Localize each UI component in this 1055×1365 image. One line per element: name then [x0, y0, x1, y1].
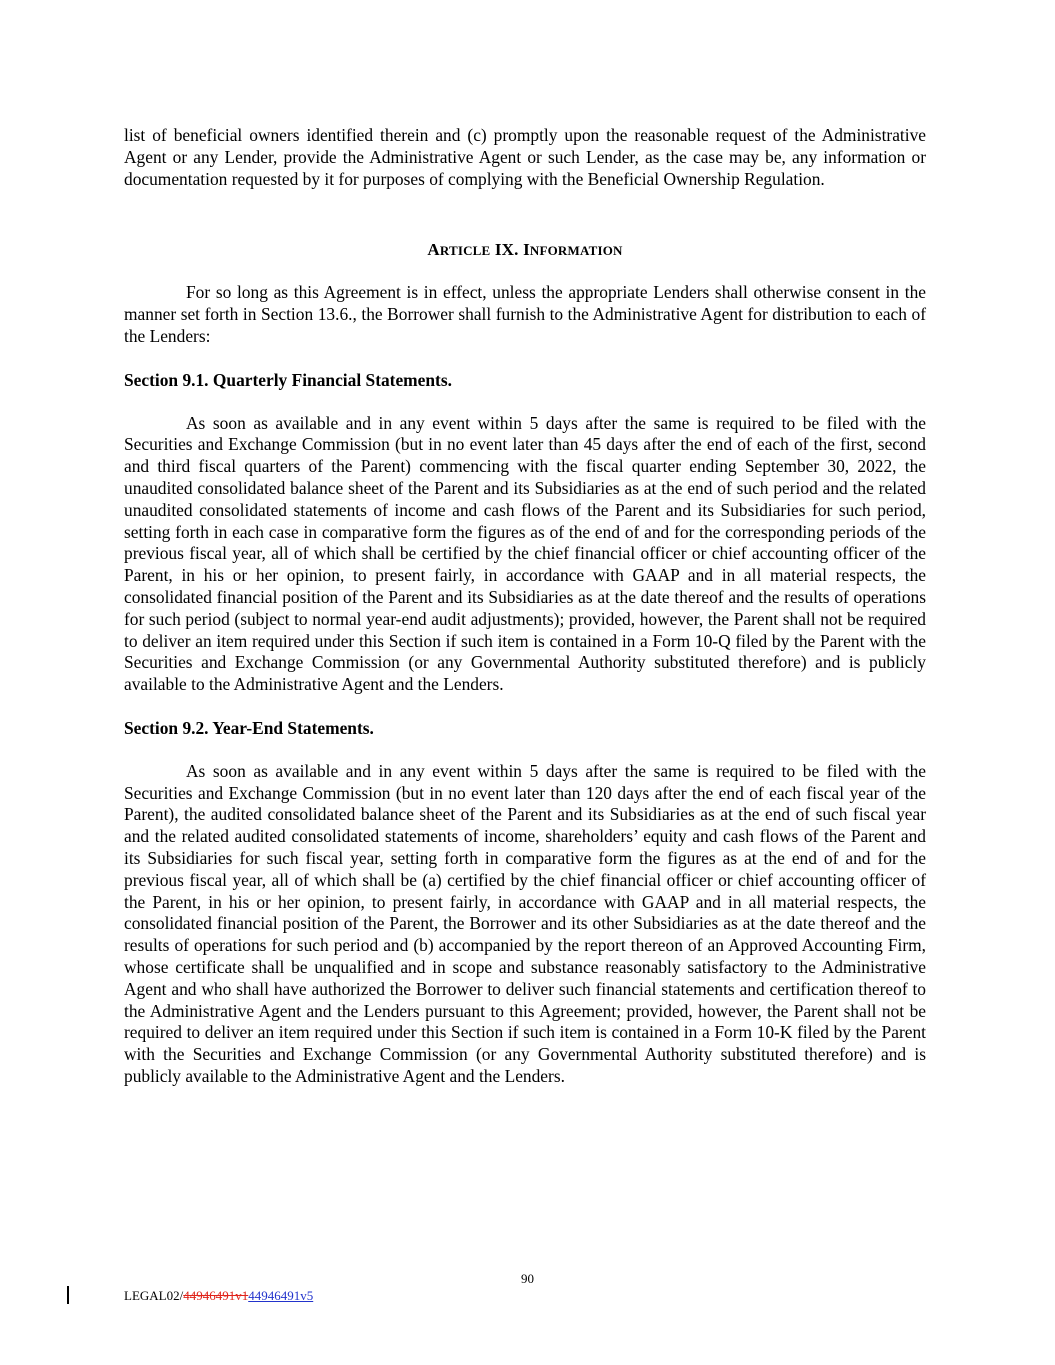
article-title-initial: I — [523, 240, 530, 260]
document-footer-id — [124, 1288, 313, 1304]
footer-deleted-version: 44946491v1 — [183, 1288, 249, 1303]
article-word-rest: RTICLE — [439, 243, 491, 259]
change-bar — [67, 1286, 69, 1304]
footer-inserted-version: 44946491v5 — [248, 1288, 314, 1303]
footer-prefix: LEGAL02/ — [124, 1288, 184, 1303]
article-title-rest: NFORMATION — [529, 243, 623, 259]
article-number: IX. — [494, 240, 519, 260]
section-title: Section 9.1. Quarterly Financial Statements. — [124, 369, 452, 390]
article-heading — [124, 240, 926, 260]
page-number: 90 — [521, 1271, 534, 1286]
article-word-initial: A — [427, 240, 440, 260]
document-page — [124, 125, 926, 1088]
section-body: As soon as available and in any event within 5 days after the same is required to be filed with the Securities and Exchange Commission (but in no event later than 120 days after the end of each fiscal year of the Parent), the audited consolidated balance sheet of the Parent and its Subsidiaries as at the end of such fiscal year and the related audited consolidated statements of income, shareholders’ equity and cash flows of the Parent and its Subsidiaries for such fiscal year, setting forth in comparative form the figures as at the end of and for the previous fiscal year, all of which shall be (a) certified by the chief financial officer or chief accounting officer of the Parent, in his or her opinion, to present fairly, in accordance with GAAP and in all material respects, the consolidated financial position of the Parent, the Borrower and its other Subsidiaries as at the date thereof and the results of operations for such period and (b) accompanied by the report thereon of an Approved Accounting Firm, whose certificate shall be unqualified and in scope and substance reasonably satisfactory to the Administrative Agent and who shall have authorized the Borrower to deliver such financial statements and certification thereof to the Administrative Agent and the Lenders pursuant to this Agreement; provided, however, the Parent shall not be required to deliver an item required under this Section if such item is contained in a Form 10-K filed by the Parent with the Securities and Exchange Commission (or any Governmental Authority substituted therefore) and is publicly available to the Administrative Agent and the Lenders. — [124, 760, 926, 1086]
section-body: As soon as available and in any event within 5 days after the same is required to be filed with the Securities and Exchange Commission (but in no event later than 45 days after the end of each of the first, second and third fiscal quarters of the Parent) commencing with the fiscal quarter ending September 30, 2022, the unaudited consolidated balance sheet of the Parent and its Subsidiaries as at the end of such period and the related unaudited consolidated statements of income and cash flows of the Parent and its Subsidiaries for such period, setting forth in each case in comparative form the figures as of the end of and for the corresponding periods of the previous fiscal year, all of which shall be certified by the chief financial officer or chief accounting officer of the Parent, in his or her opinion, to present fairly, in accordance with GAAP and in all material respects, the consolidated financial position of the Parent and its Subsidiaries as at the date thereof and the results of operations for such period (subject to normal year-end audit adjustments); provided, however, the Parent shall not be required to deliver an item required under this Section if such item is contained in a Form 10-Q filed by the Parent with the Securities and Exchange Commission (or any Governmental Authority substituted therefore) and is publicly available to the Administrative Agent and the Lenders. — [124, 412, 926, 695]
intro-paragraph: list of beneficial owners identified therein and (c) promptly upon the reasonable request of the Administrative Agent or any Lender, provide the Administrative Agent or such Lender, as the case may be, any information or documentation requested by it for purposes of complying with the Beneficial Ownership Regulation. — [124, 125, 926, 189]
article-intro-paragraph: For so long as this Agreement is in effect, unless the appropriate Lenders shall otherwise consent in the manner set forth in Section 13.6., the Borrower shall furnish to the Administrative Agent for distribution to each of the Lenders: — [124, 282, 926, 346]
section-title: Section 9.2. Year-End Statements. — [124, 717, 374, 738]
